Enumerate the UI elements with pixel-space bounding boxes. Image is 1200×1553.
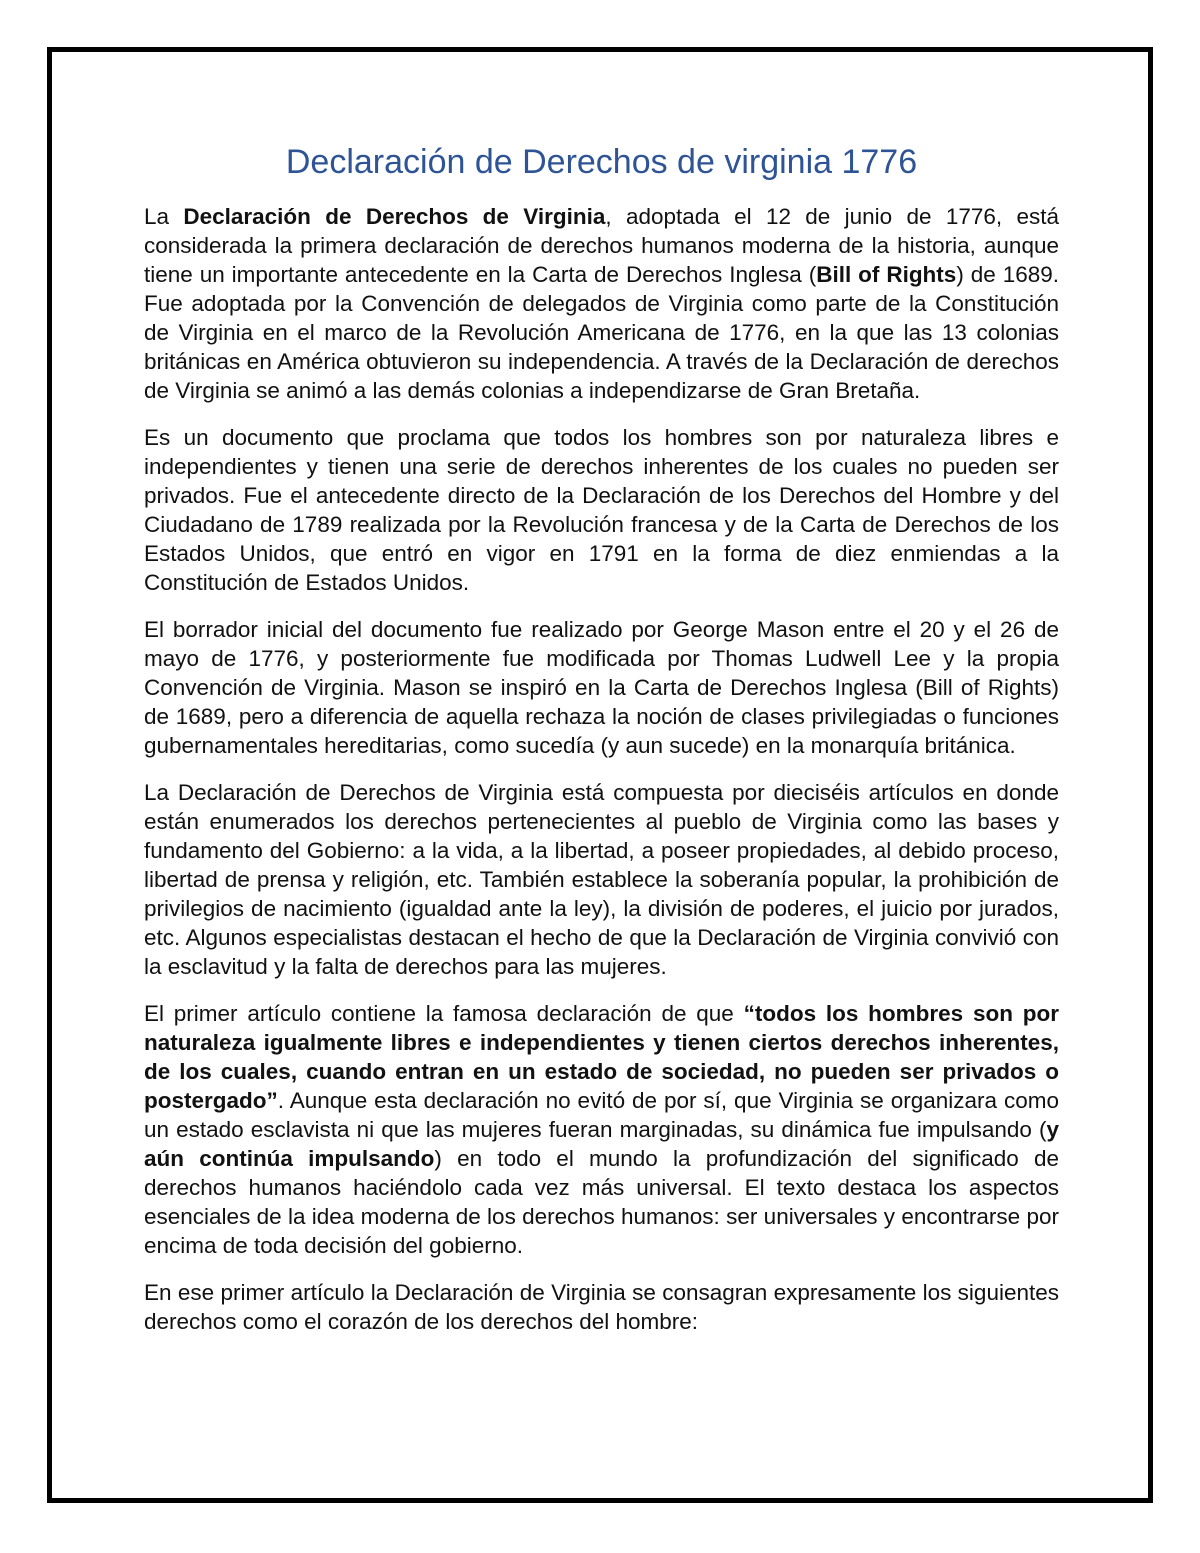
paragraph-2 [144,423,1059,597]
paragraph-1 [144,202,1059,405]
bold-term-declaracion: Declaración de Derechos de Virginia [183,204,606,229]
text-segment: . Aunque esta declaración no evitó de por sí, que Virginia se organizara como un estado esclavista ni que las mujeres fueran marginadas, su dinámica fue impulsando ( [144,1088,1059,1142]
text-segment: ) en todo el mundo la profundización del significado de derechos humanos haciéndolo cada vez más universal. El texto destaca los aspectos esenciales de la idea moderna de los derechos humanos: ser universales y encontrarse por encima de toda decisión del gobierno. [144,1146,1060,1258]
bold-phrase-continua: y aún continúa impulsando [144,1117,1059,1171]
text-segment: ) de 1689. Fue adoptada por la Convención de delegados de Virginia como parte de la Constitución de Virginia en el marco de la Revolución Americana de 1776, en la que las 13 colonias británicas en América obtuvieron su independencia. A través de la Declaración de derechos de Virginia se animó a las demás colonias a independizarse de Gran Bretaña. [144,262,1059,403]
document-title: Declaración de Derechos de virginia 1776 [285,143,918,181]
text-segment: La Declaración de Derechos de Virginia está compuesta por dieciséis artículos en donde están enumerados los derechos pertenecientes al pueblo de Virginia como las bases y fundamento del Gobierno: a la vida, a la libertad, a poseer propiedades, al debido proceso, libertad de prensa y religión, etc. También establece la soberanía popular, la prohibición de privilegios de nacimiento (igualdad ante la ley), la división de poderes, el juicio por jurados, etc. Algunos especialistas destacan el hecho de que la Declaración de Virginia convivió con la esclavitud y la falta de derechos para las mujeres. [144,780,1059,979]
paragraph-3 [144,615,1059,760]
bold-term-bill-of-rights: Bill of Rights [816,262,957,287]
document-body [144,140,1059,1354]
text-segment: En ese primer artículo la Declaración de Virginia se consagran expresamente los siguientes derechos como el corazón de los derechos del hombre: [144,1280,1059,1334]
paragraph-5 [144,999,1059,1260]
paragraph-6 [144,1278,1059,1336]
text-segment: Es un documento que proclama que todos los hombres son por naturaleza libres e independientes y tienen una serie de derechos inherentes de los cuales no pueden ser privados. Fue el antecedente directo de la Declaración de los Derechos del Hombre y del Ciudadano de 1789 realizada por la Revolución francesa y de la Carta de Derechos de los Estados Unidos, que entró en vigor en 1791 en la forma de diez enmiendas a la Constitución de Estados Unidos. [144,425,1059,595]
bold-quote-first-article: “todos los hombres son por naturaleza igualmente libres e independientes y tienen ciertos derechos inherentes, de los cuales, cuando entran en un estado de sociedad, no pueden ser privados o postergado” [144,1001,1059,1113]
text-segment: El borrador inicial del documento fue realizado por George Mason entre el 20 y el 26 de mayo de 1776, y posteriormente fue modificada por Thomas Ludwell Lee y la propia Convención de Virginia. Mason se inspiró en la Carta de Derechos Inglesa (Bill of Rights) de 1689, pero a diferencia de aquella rechaza la noción de clases privilegiadas o funciones gubernamentales hereditarias, como sucedía (y aun sucede) en la monarquía británica. [144,617,1059,758]
text-segment: La [144,204,184,229]
paragraph-4 [144,778,1059,981]
text-segment: El primer artículo contiene la famosa declaración de que [144,1001,744,1026]
text-segment: , adoptada el 12 de junio de 1776, está considerada la primera declaración de derechos humanos moderna de la historia, aunque tiene un importante antecedente en la Carta de Derechos Inglesa ( [144,204,1059,287]
